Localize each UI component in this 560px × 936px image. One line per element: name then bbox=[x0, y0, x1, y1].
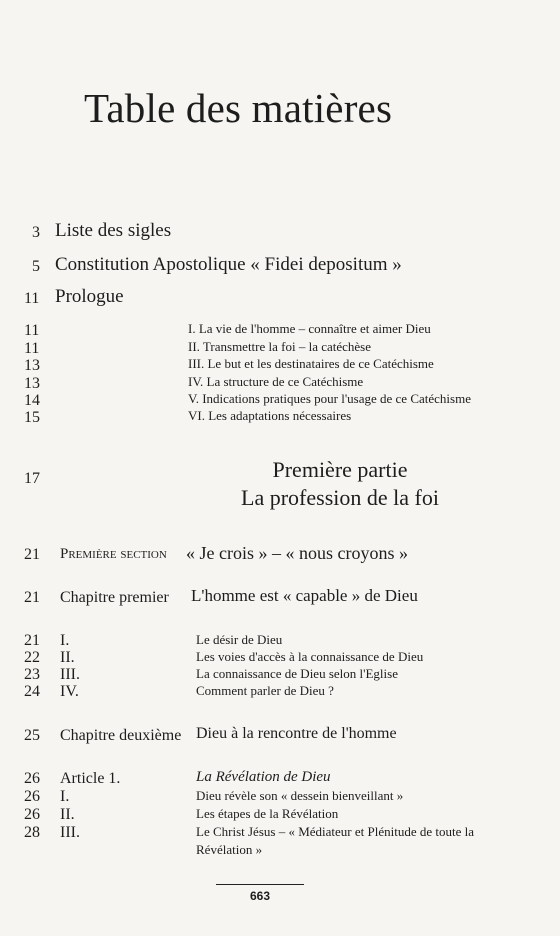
entry-page-number: 24 bbox=[24, 683, 40, 700]
entry-page-number: 11 bbox=[24, 340, 40, 357]
entry-page-number: 23 bbox=[24, 666, 40, 683]
article-item: Dieu révèle son « dessein bienveillant » bbox=[196, 788, 404, 803]
entry-page-number: 11 bbox=[24, 322, 40, 339]
article-title: La Révélation de Dieu bbox=[196, 769, 331, 785]
article-item: Le Christ Jésus – « Médiateur et Plénitude de toute la bbox=[196, 824, 474, 839]
article-item-continuation: Révélation » bbox=[196, 842, 263, 857]
entry-title: Constitution Apostolique « Fidei depositum » bbox=[55, 254, 402, 275]
part-heading: Première partie bbox=[272, 457, 408, 482]
entry-page-number: 21 bbox=[24, 632, 40, 649]
entry-page-number: 21 bbox=[24, 546, 40, 563]
item-numeral: III. bbox=[60, 824, 80, 841]
chapter-item: Les voies d'accès à la connaissance de Dieu bbox=[196, 649, 424, 664]
part-subheading: La profession de la foi bbox=[241, 485, 439, 510]
chapter-label: Chapitre deuxième bbox=[60, 727, 182, 744]
chapter-title: L'homme est « capable » de Dieu bbox=[191, 586, 418, 605]
entry-page-number: 22 bbox=[24, 649, 40, 666]
page-folio: 663 bbox=[249, 889, 271, 903]
chapter-title: Dieu à la rencontre de l'homme bbox=[196, 725, 397, 742]
item-numeral: II. bbox=[60, 806, 75, 823]
chapter-label: Chapitre premier bbox=[60, 589, 169, 606]
prologue-item: I. La vie de l'homme – connaître et aimer Dieu bbox=[188, 321, 431, 336]
entry-page-number: 26 bbox=[24, 788, 40, 805]
entry-page-number: 26 bbox=[24, 770, 40, 787]
entry-page-number: 11 bbox=[24, 290, 40, 307]
entry-title: Prologue bbox=[55, 286, 124, 307]
entry-page-number: 3 bbox=[32, 224, 40, 241]
section-label: Première section bbox=[60, 546, 167, 562]
section-title: « Je crois » – « nous croyons » bbox=[186, 543, 408, 563]
entry-page-number: 28 bbox=[24, 824, 40, 841]
prologue-item: III. Le but et les destinataires de ce Catéchisme bbox=[188, 356, 434, 371]
entry-page-number: 17 bbox=[24, 470, 40, 487]
entry-page-number: 5 bbox=[32, 258, 40, 275]
prologue-item: IV. La structure de ce Catéchisme bbox=[188, 374, 364, 389]
entry-page-number: 25 bbox=[24, 727, 40, 744]
item-numeral: III. bbox=[60, 666, 80, 683]
item-numeral: I. bbox=[60, 632, 70, 649]
prologue-item: II. Transmettre la foi – la catéchèse bbox=[188, 339, 372, 354]
prologue-item: VI. Les adaptations nécessaires bbox=[188, 408, 352, 423]
entry-title: Liste des sigles bbox=[55, 220, 172, 241]
article-label: Article 1. bbox=[60, 770, 121, 787]
chapter-item: La connaissance de Dieu selon l'Eglise bbox=[196, 666, 398, 681]
entry-page-number: 14 bbox=[24, 392, 40, 409]
prologue-item: V. Indications pratiques pour l'usage de ce Catéchisme bbox=[188, 391, 471, 406]
page-title: Table des matières bbox=[84, 85, 393, 131]
entry-page-number: 26 bbox=[24, 806, 40, 823]
entry-page-number: 21 bbox=[24, 589, 40, 606]
item-numeral: II. bbox=[60, 649, 75, 666]
chapter-item: Le désir de Dieu bbox=[196, 632, 283, 647]
footer-rule bbox=[216, 884, 304, 885]
entry-page-number: 13 bbox=[24, 375, 40, 392]
item-numeral: I. bbox=[60, 788, 70, 805]
article-item: Les étapes de la Révélation bbox=[196, 806, 339, 821]
chapter-item: Comment parler de Dieu ? bbox=[196, 683, 334, 698]
entry-page-number: 15 bbox=[24, 409, 40, 426]
item-numeral: IV. bbox=[60, 683, 79, 700]
entry-page-number: 13 bbox=[24, 357, 40, 374]
